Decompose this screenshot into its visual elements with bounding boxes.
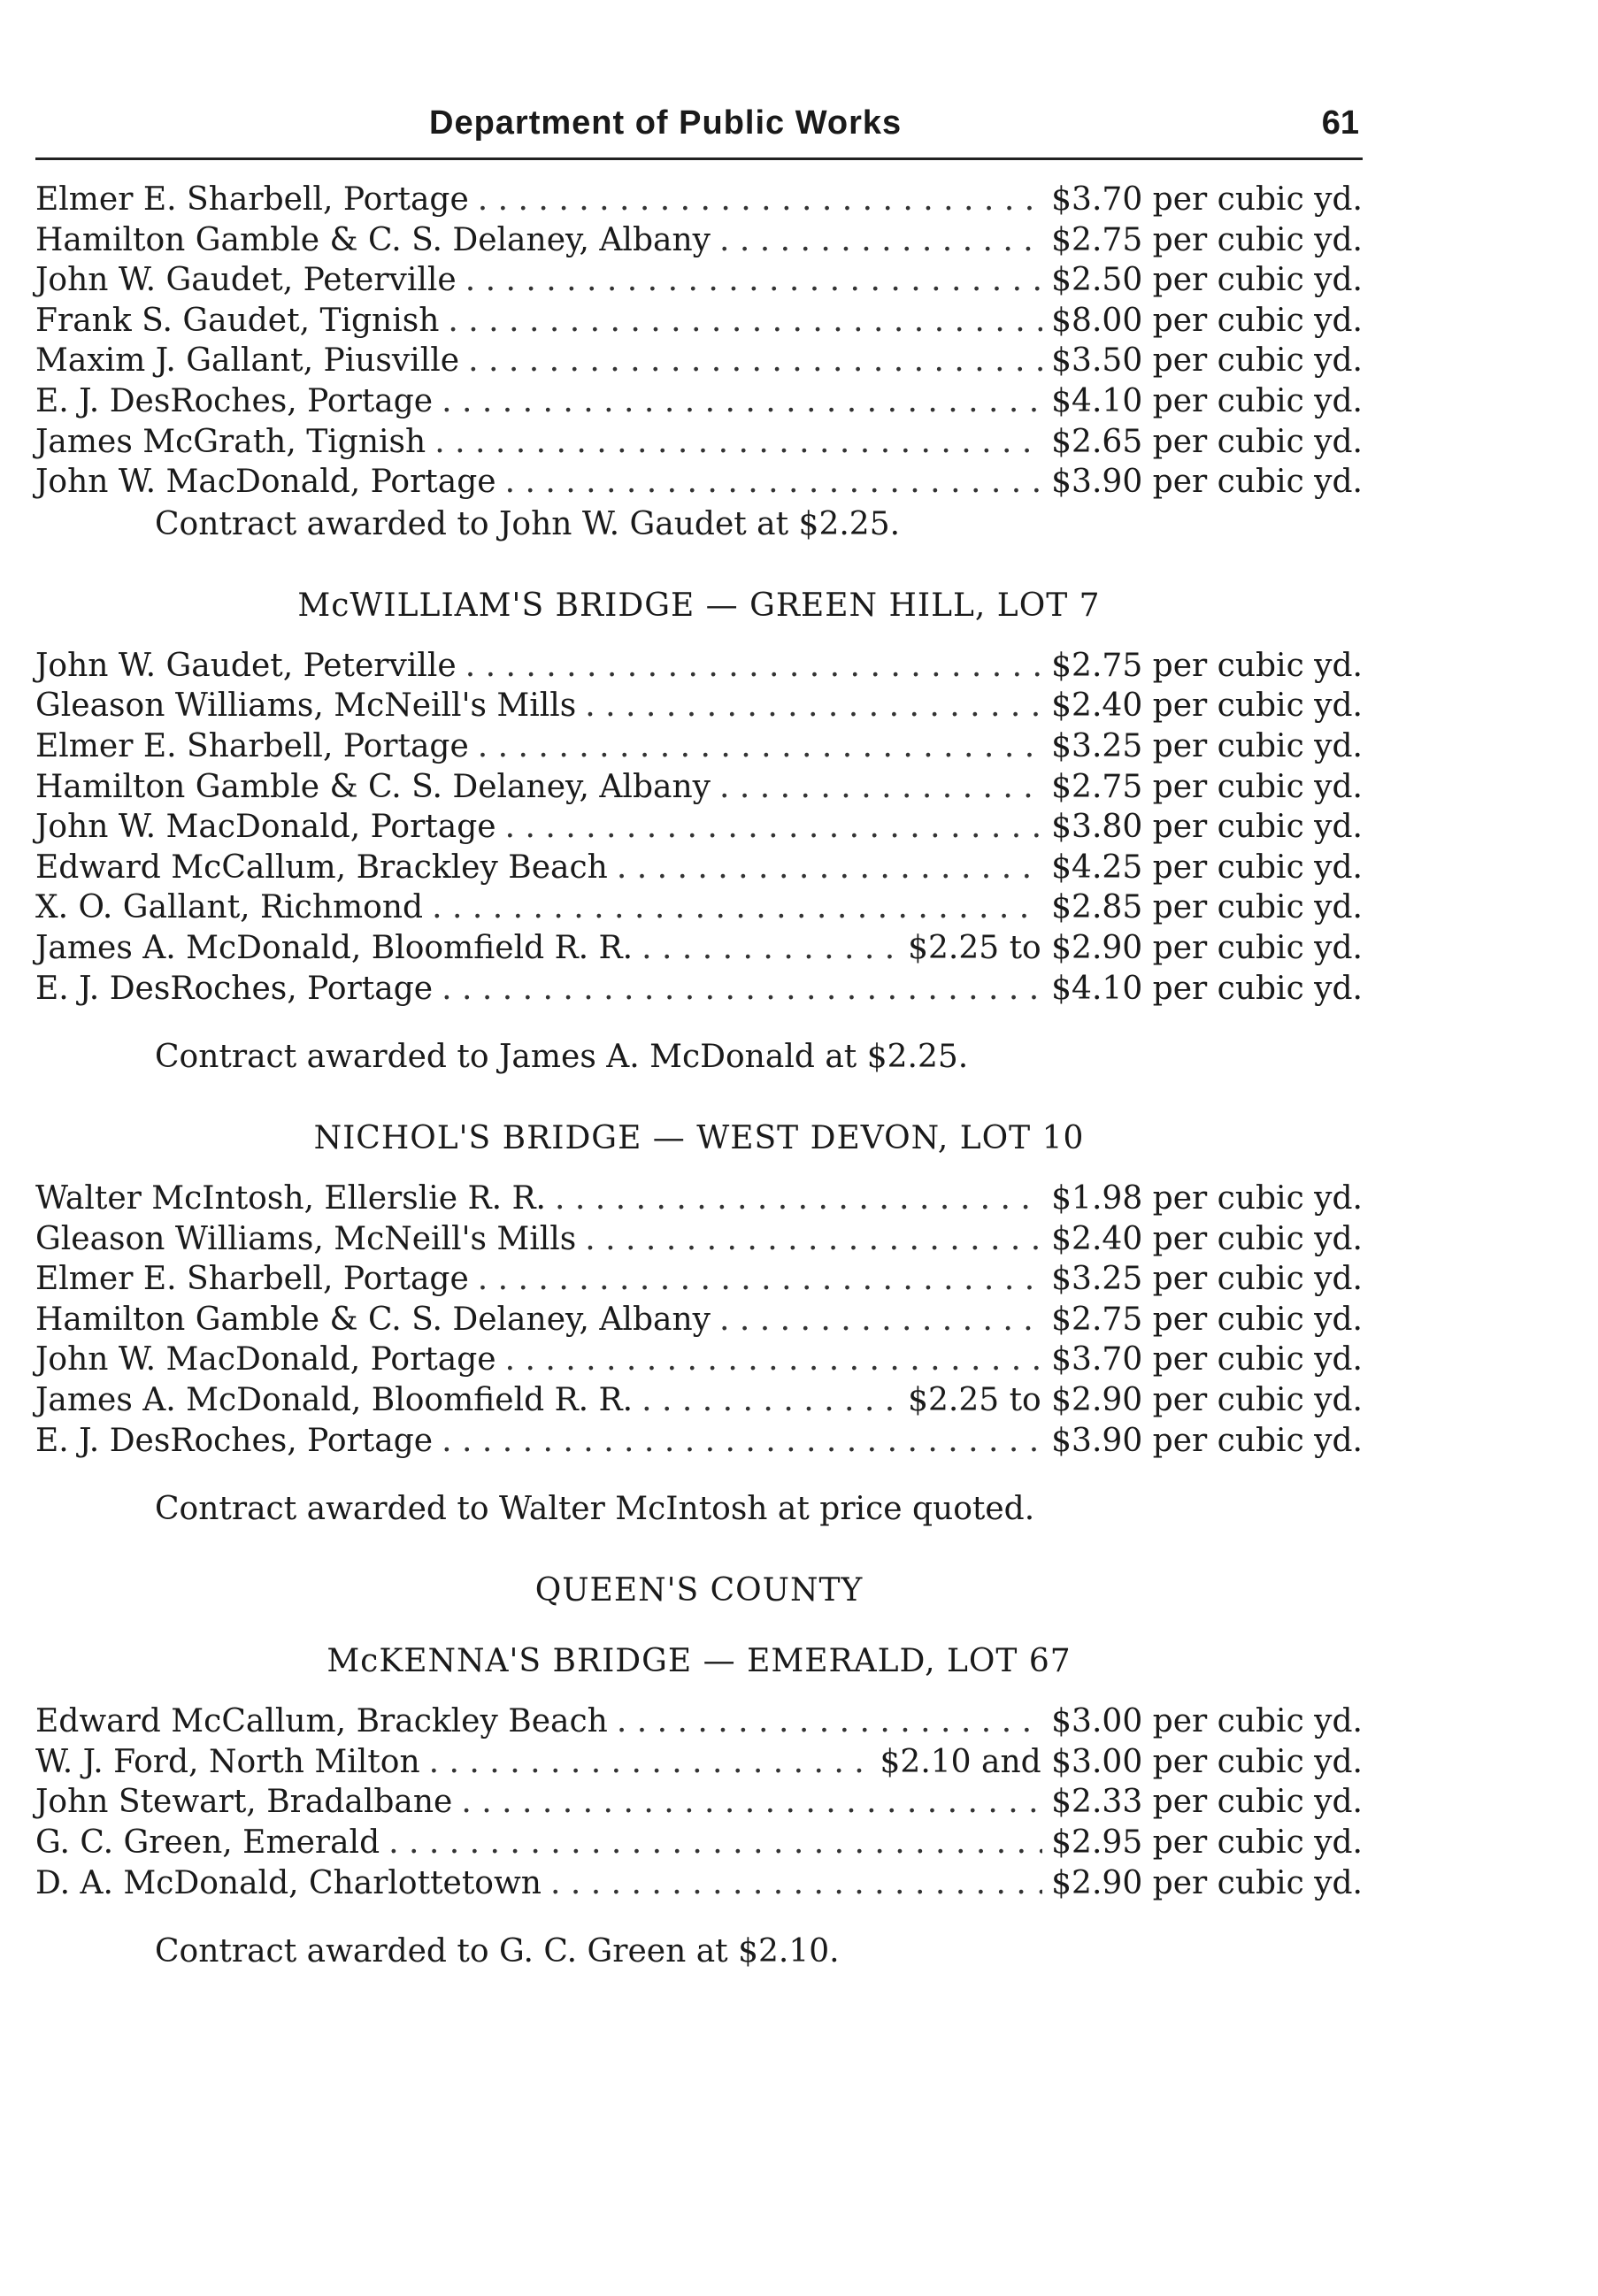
tenderer-name: Maxim J. Gallant, Piusville bbox=[35, 342, 460, 380]
leader-dots bbox=[505, 1341, 1043, 1378]
tenderer-name: James A. McDonald, Bloomfield R. R. bbox=[35, 929, 634, 966]
tenderer-name: Elmer E. Sharbell, Portage bbox=[35, 1261, 469, 1298]
tender-row bbox=[35, 342, 1363, 383]
tenderer-name: Hamilton Gamble & C. S. Delaney, Albany bbox=[35, 1301, 711, 1338]
tender-row bbox=[35, 262, 1363, 303]
tender-price: $2.75 per cubic yd. bbox=[1051, 768, 1363, 805]
tender-price: $4.10 per cubic yd. bbox=[1051, 382, 1363, 419]
tenderer-name: John W. MacDonald, Portage bbox=[35, 1341, 496, 1378]
tender-row bbox=[35, 464, 1363, 504]
tender-row bbox=[35, 303, 1363, 343]
tender-price: $2.33 per cubic yd. bbox=[1051, 1784, 1363, 1821]
tender-list bbox=[35, 1180, 1363, 1463]
tenderer-name: John W. MacDonald, Portage bbox=[35, 809, 496, 846]
tenderer-name: John W. Gaudet, Peterville bbox=[35, 647, 457, 684]
section-heading: McKENNA'S BRIDGE — EMERALD, LOT 67 bbox=[327, 1643, 1072, 1680]
tender-price: $2.75 per cubic yd. bbox=[1051, 647, 1363, 684]
tenderer-name: G. C. Green, Emerald bbox=[35, 1824, 380, 1862]
tender-list bbox=[35, 181, 1363, 504]
contract-award: Contract awarded to John W. Gaudet at $2.25. bbox=[155, 505, 901, 542]
tenderer-name: X. O. Gallant, Richmond bbox=[35, 889, 424, 926]
tenderer-name: D. A. McDonald, Charlottetown bbox=[35, 1864, 542, 1901]
leader-dots bbox=[617, 1703, 1042, 1739]
tenderer-name: E. J. DesRoches, Portage bbox=[35, 970, 434, 1007]
tender-list bbox=[35, 648, 1363, 1010]
tenderer-name: John W. Gaudet, Peterville bbox=[35, 262, 457, 299]
leader-dots bbox=[442, 971, 1042, 1007]
tender-price: $3.90 per cubic yd. bbox=[1051, 464, 1363, 501]
tenderer-name: Edward McCallum, Brackley Beach bbox=[35, 849, 608, 886]
tender-price: $2.25 to $2.90 per cubic yd. bbox=[908, 929, 1363, 966]
tender-row bbox=[35, 1784, 1363, 1824]
tender-row bbox=[35, 1865, 1363, 1906]
tenderer-name: James McGrath, Tignish bbox=[35, 423, 426, 460]
tender-price: $4.10 per cubic yd. bbox=[1051, 970, 1363, 1007]
tender-price: $3.70 per cubic yd. bbox=[1051, 181, 1363, 218]
tender-price: $3.25 per cubic yd. bbox=[1051, 1261, 1363, 1298]
tender-row bbox=[35, 424, 1363, 465]
leader-dots bbox=[434, 424, 1042, 460]
tender-row bbox=[35, 1703, 1363, 1744]
document-page bbox=[35, 104, 1363, 1972]
tender-row bbox=[35, 648, 1363, 688]
tender-row bbox=[35, 889, 1363, 930]
leader-dots bbox=[585, 1221, 1042, 1257]
page-header bbox=[35, 104, 1363, 160]
tenderer-name: Elmer E. Sharbell, Portage bbox=[35, 181, 469, 218]
tender-price: $8.00 per cubic yd. bbox=[1051, 302, 1363, 339]
leader-dots bbox=[442, 1423, 1042, 1459]
tender-row bbox=[35, 1221, 1363, 1262]
tender-row bbox=[35, 1302, 1363, 1342]
tender-price: $2.10 and $3.00 per cubic yd. bbox=[880, 1743, 1363, 1780]
leader-dots bbox=[468, 342, 1042, 379]
page-number: 61 bbox=[1321, 104, 1359, 142]
leader-dots bbox=[465, 648, 1042, 684]
tender-price: $2.40 per cubic yd. bbox=[1051, 687, 1363, 725]
tender-price: $4.25 per cubic yd. bbox=[1051, 849, 1363, 886]
tender-row bbox=[35, 687, 1363, 728]
tenderer-name: Gleason Williams, McNeill's Mills bbox=[35, 1220, 577, 1257]
tender-row bbox=[35, 383, 1363, 424]
leader-dots bbox=[429, 1744, 872, 1780]
tenderer-name: Gleason Williams, McNeill's Mills bbox=[35, 687, 577, 725]
leader-dots bbox=[461, 1784, 1042, 1820]
leader-dots bbox=[478, 728, 1042, 764]
tenderer-name: Walter McIntosh, Ellerslie R. R. bbox=[35, 1180, 547, 1217]
tender-price: $2.75 per cubic yd. bbox=[1051, 221, 1363, 258]
tender-price: $3.80 per cubic yd. bbox=[1051, 809, 1363, 846]
tender-price: $3.00 per cubic yd. bbox=[1051, 1703, 1363, 1740]
tender-price: $2.75 per cubic yd. bbox=[1051, 1301, 1363, 1338]
section-heading: NICHOL'S BRIDGE — WEST DEVON, LOT 10 bbox=[313, 1120, 1085, 1157]
leader-dots bbox=[719, 769, 1042, 805]
tenderer-name: Frank S. Gaudet, Tignish bbox=[35, 302, 440, 339]
tender-row bbox=[35, 769, 1363, 810]
leader-dots bbox=[642, 930, 899, 966]
tenderer-name: E. J. DesRoches, Portage bbox=[35, 382, 434, 419]
tender-row bbox=[35, 809, 1363, 849]
leader-dots bbox=[478, 1261, 1042, 1297]
tender-section-mckennas-bridge bbox=[35, 1570, 1363, 1972]
tender-section-continued bbox=[35, 181, 1363, 545]
leader-dots bbox=[719, 222, 1042, 258]
tenderer-name: Edward McCallum, Brackley Beach bbox=[35, 1703, 608, 1740]
tender-section-nichols-bridge bbox=[35, 1118, 1363, 1530]
leader-dots bbox=[550, 1865, 1042, 1901]
tenderer-name: Hamilton Gamble & C. S. Delaney, Albany bbox=[35, 768, 711, 805]
tender-row bbox=[35, 1261, 1363, 1302]
running-title: Department of Public Works bbox=[429, 104, 903, 142]
tender-price: $3.70 per cubic yd. bbox=[1051, 1341, 1363, 1378]
tender-row bbox=[35, 1341, 1363, 1382]
tender-price: $2.40 per cubic yd. bbox=[1051, 1220, 1363, 1257]
tenderer-name: Elmer E. Sharbell, Portage bbox=[35, 727, 469, 764]
tender-price: $3.25 per cubic yd. bbox=[1051, 727, 1363, 764]
leader-dots bbox=[432, 889, 1042, 925]
leader-dots bbox=[442, 383, 1042, 419]
tenderer-name: E. J. DesRoches, Portage bbox=[35, 1422, 434, 1459]
tender-price: $3.50 per cubic yd. bbox=[1051, 342, 1363, 380]
leader-dots bbox=[719, 1302, 1042, 1338]
tender-row bbox=[35, 930, 1363, 971]
tender-row bbox=[35, 1423, 1363, 1463]
leader-dots bbox=[505, 809, 1043, 845]
tenderer-name: James A. McDonald, Bloomfield R. R. bbox=[35, 1382, 634, 1419]
leader-dots bbox=[478, 181, 1042, 218]
tender-price: $3.90 per cubic yd. bbox=[1051, 1422, 1363, 1459]
tender-price: $1.98 per cubic yd. bbox=[1051, 1180, 1363, 1217]
tenderer-name: John Stewart, Bradalbane bbox=[35, 1784, 453, 1821]
tender-price: $2.90 per cubic yd. bbox=[1051, 1864, 1363, 1901]
contract-award: Contract awarded to G. C. Green at $2.10. bbox=[155, 1933, 840, 1970]
leader-dots bbox=[465, 262, 1042, 298]
tender-row bbox=[35, 971, 1363, 1011]
tender-price: $2.85 per cubic yd. bbox=[1051, 889, 1363, 926]
section-heading: McWILLIAM'S BRIDGE — GREEN HILL, LOT 7 bbox=[297, 587, 1101, 624]
tenderer-name: John W. MacDonald, Portage bbox=[35, 464, 496, 501]
contract-award: Contract awarded to Walter McIntosh at price quoted. bbox=[155, 1491, 1035, 1528]
tender-row bbox=[35, 1382, 1363, 1423]
tender-price: $2.95 per cubic yd. bbox=[1051, 1824, 1363, 1862]
leader-dots bbox=[448, 303, 1042, 339]
contract-award: Contract awarded to James A. McDonald at $2.25. bbox=[155, 1039, 969, 1076]
tender-price: $2.50 per cubic yd. bbox=[1051, 262, 1363, 299]
leader-dots bbox=[555, 1180, 1042, 1217]
tenderer-name: Hamilton Gamble & C. S. Delaney, Albany bbox=[35, 221, 711, 258]
tender-list bbox=[35, 1703, 1363, 1905]
leader-dots bbox=[505, 464, 1043, 500]
leader-dots bbox=[585, 687, 1042, 724]
leader-dots bbox=[642, 1382, 899, 1418]
tender-row bbox=[35, 181, 1363, 222]
tender-section-mcwilliams-bridge bbox=[35, 586, 1363, 1078]
tender-row bbox=[35, 1180, 1363, 1221]
tender-row bbox=[35, 1824, 1363, 1865]
tenderer-name: W. J. Ford, North Milton bbox=[35, 1743, 420, 1780]
tender-row bbox=[35, 222, 1363, 263]
leader-dots bbox=[388, 1824, 1042, 1861]
tender-price: $2.65 per cubic yd. bbox=[1051, 423, 1363, 460]
county-heading: QUEEN'S COUNTY bbox=[534, 1572, 864, 1609]
tender-row bbox=[35, 849, 1363, 890]
leader-dots bbox=[617, 849, 1042, 886]
tender-row bbox=[35, 1744, 1363, 1785]
tender-price: $2.25 to $2.90 per cubic yd. bbox=[908, 1382, 1363, 1419]
tender-row bbox=[35, 728, 1363, 769]
